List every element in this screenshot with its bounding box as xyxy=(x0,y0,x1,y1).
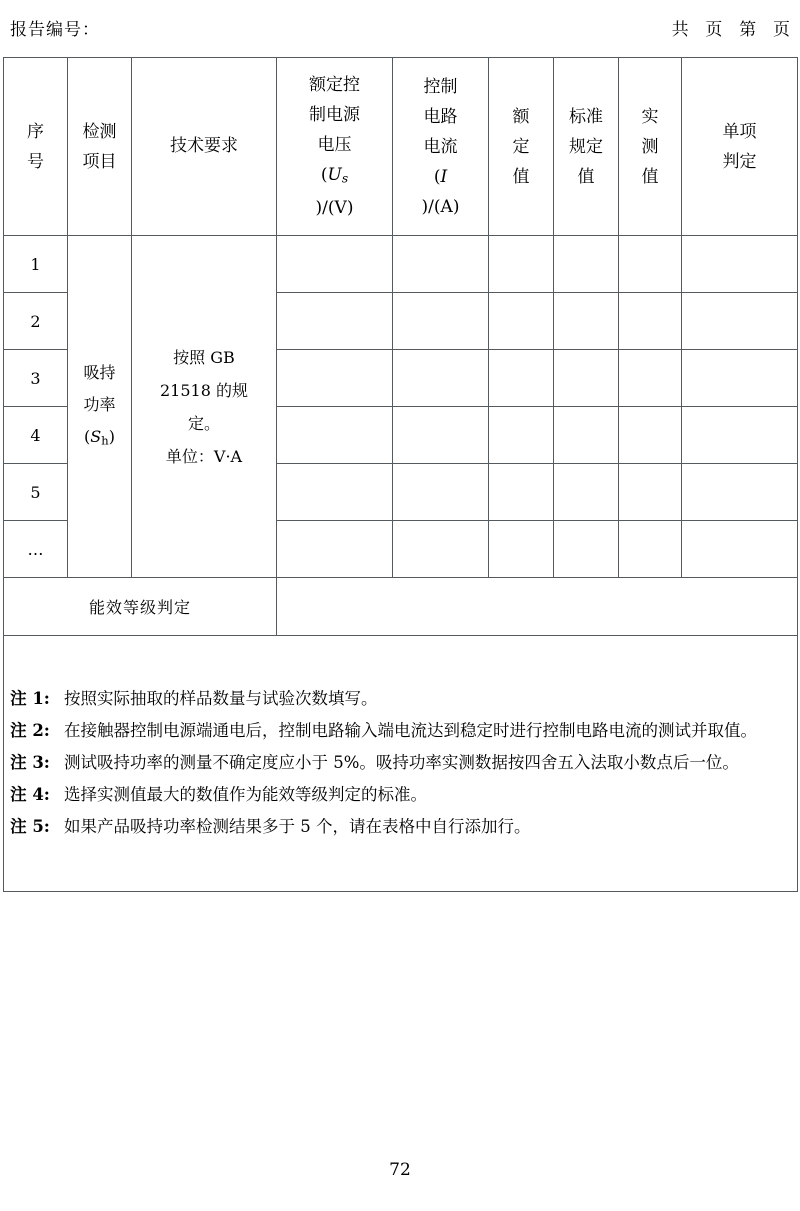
requirement-cell xyxy=(132,236,277,578)
cell-judgement-row-3[interactable] xyxy=(682,350,798,407)
cell-standard-value-row-5[interactable] xyxy=(554,464,619,521)
column-header-standard-value xyxy=(554,58,619,236)
test-item-line-1: 吸持 xyxy=(83,362,116,382)
test-report-table xyxy=(3,57,798,892)
row-index-5: 5 xyxy=(4,464,68,521)
column-header-item xyxy=(68,58,132,236)
note-4-label: 注 4: xyxy=(10,784,50,804)
cell-voltage-row-6[interactable] xyxy=(277,521,393,578)
note-3-text: 测试吸持功率的测量不确定度应小于 5%。吸持功率实测数据按四舍五入法取小数点后一位。 xyxy=(64,752,739,772)
cell-measured-value-row-1[interactable] xyxy=(619,236,682,293)
column-header-current-unit: (I )/(A) xyxy=(395,162,486,222)
note-5-label: 注 5: xyxy=(10,816,50,836)
cell-voltage-row-3[interactable] xyxy=(277,350,393,407)
voltage-unit-suffix: )/(V) xyxy=(315,198,354,219)
cell-judgement-row-2[interactable] xyxy=(682,293,798,350)
current-unit-suffix: )/(A) xyxy=(421,196,460,217)
cell-voltage-row-2[interactable] xyxy=(277,293,393,350)
note-1-label: 注 1: xyxy=(10,688,50,708)
voltage-symbol: U xyxy=(327,164,342,185)
column-header-rated-control-supply-voltage xyxy=(277,58,393,236)
cell-rated-value-row-3[interactable] xyxy=(489,350,554,407)
column-header-judgement-line-1: 单项 xyxy=(722,121,757,142)
column-header-requirement-label: 技术要求 xyxy=(170,136,238,156)
current-symbol: I xyxy=(440,166,448,187)
column-header-control-circuit-current xyxy=(393,58,489,236)
requirement-line-4: 单位：V·A xyxy=(165,446,243,466)
test-item-symbol-subscript: h xyxy=(101,433,109,448)
cell-rated-value-row-6[interactable] xyxy=(489,521,554,578)
column-header-standard-value-line-3: 值 xyxy=(577,166,595,187)
notes-row xyxy=(4,636,798,892)
cell-current-row-5[interactable] xyxy=(393,464,489,521)
cell-standard-value-row-6[interactable] xyxy=(554,521,619,578)
column-header-rated-value-line-2: 定 xyxy=(512,136,530,157)
column-header-requirement xyxy=(132,58,277,236)
column-header-index-line-1: 序 xyxy=(27,121,44,142)
column-header-single-judgement xyxy=(682,58,798,236)
column-header-current-line-3: 电流 xyxy=(423,136,458,157)
cell-judgement-row-5[interactable] xyxy=(682,464,798,521)
cell-voltage-row-4[interactable] xyxy=(277,407,393,464)
cell-voltage-row-5[interactable] xyxy=(277,464,393,521)
column-header-rated-value xyxy=(489,58,554,236)
cell-judgement-row-4[interactable] xyxy=(682,407,798,464)
cell-rated-value-row-2[interactable] xyxy=(489,293,554,350)
report-number-label: 报告编号： xyxy=(10,19,100,40)
note-item xyxy=(4,684,797,714)
cell-current-row-3[interactable] xyxy=(393,350,489,407)
cell-voltage-row-1[interactable] xyxy=(277,236,393,293)
column-header-item-line-1: 检测 xyxy=(82,121,117,142)
requirement-line-3: 定。 xyxy=(187,413,220,433)
row-index-ellipsis: … xyxy=(4,521,68,578)
pagination-label: 共 页 第 页 xyxy=(671,19,792,40)
page-number: 72 xyxy=(389,1160,411,1180)
column-header-voltage-line-3: 电压 xyxy=(317,134,352,155)
cell-measured-value-row-3[interactable] xyxy=(619,350,682,407)
cell-current-row-6[interactable] xyxy=(393,521,489,578)
cell-measured-value-row-6[interactable] xyxy=(619,521,682,578)
cell-rated-value-row-1[interactable] xyxy=(489,236,554,293)
column-header-voltage-line-2: 制电源 xyxy=(309,104,360,125)
cell-judgement-row-1[interactable] xyxy=(682,236,798,293)
column-header-current-line-2: 电路 xyxy=(423,106,458,127)
column-header-standard-value-line-1: 标准 xyxy=(569,106,603,127)
table-header-row xyxy=(4,58,798,236)
note-3-label: 注 3: xyxy=(10,752,50,772)
requirement-line-1: 按照 GB xyxy=(173,347,235,367)
note-item xyxy=(4,812,797,842)
column-header-rated-value-line-1: 额 xyxy=(512,106,530,127)
test-item-line-2: 功率 xyxy=(83,394,116,414)
column-header-current-line-1: 控制 xyxy=(423,76,458,97)
cell-standard-value-row-4[interactable] xyxy=(554,407,619,464)
note-item xyxy=(4,748,797,778)
column-header-item-line-2: 项目 xyxy=(82,151,117,172)
column-header-rated-value-line-3: 值 xyxy=(512,166,530,187)
note-2-text: 在接触器控制电源端通电后，控制电路输入端电流达到稳定时进行控制电路电流的测试并取值。 xyxy=(64,720,757,740)
note-5-text: 如果产品吸持功率检测结果多于 5 个，请在表格中自行添加行。 xyxy=(64,816,531,836)
cell-standard-value-row-2[interactable] xyxy=(554,293,619,350)
energy-grade-row xyxy=(4,578,798,636)
note-item xyxy=(4,716,797,746)
column-header-measured-value-line-3: 值 xyxy=(641,166,659,187)
column-header-measured-value-line-2: 测 xyxy=(641,136,659,157)
row-index-3: 3 xyxy=(4,350,68,407)
cell-judgement-row-6[interactable] xyxy=(682,521,798,578)
cell-rated-value-row-5[interactable] xyxy=(489,464,554,521)
cell-measured-value-row-5[interactable] xyxy=(619,464,682,521)
cell-standard-value-row-3[interactable] xyxy=(554,350,619,407)
energy-grade-label: 能效等级判定 xyxy=(4,578,277,636)
cell-current-row-2[interactable] xyxy=(393,293,489,350)
note-4-text: 选择实测值最大的数值作为能效等级判定的标准。 xyxy=(64,784,427,804)
test-item-cell xyxy=(68,236,132,578)
notes-cell xyxy=(4,636,798,892)
row-index-1: 1 xyxy=(4,236,68,293)
column-header-index-line-2: 号 xyxy=(27,151,44,172)
voltage-symbol-subscript: s xyxy=(341,171,349,186)
cell-rated-value-row-4[interactable] xyxy=(489,407,554,464)
cell-measured-value-row-2[interactable] xyxy=(619,293,682,350)
energy-grade-value[interactable] xyxy=(277,578,798,636)
note-1-text: 按照实际抽取的样品数量与试验次数填写。 xyxy=(64,688,378,708)
note-2-label: 注 2: xyxy=(10,720,50,740)
test-item-symbol-letter: S xyxy=(90,426,102,446)
cell-current-row-1[interactable] xyxy=(393,236,489,293)
page-header xyxy=(10,12,792,42)
cell-measured-value-row-4[interactable] xyxy=(619,407,682,464)
test-item-symbol: $(S_h)$ xyxy=(84,426,115,448)
note-item xyxy=(4,780,797,810)
column-header-voltage-line-1: 额定控 xyxy=(309,74,360,95)
column-header-voltage-unit: ($U_s$ )/(V) xyxy=(279,160,390,224)
column-header-standard-value-line-2: 规定 xyxy=(569,136,603,157)
table-row xyxy=(4,236,798,293)
column-header-measured-value-line-1: 实 xyxy=(641,106,659,127)
cell-standard-value-row-1[interactable] xyxy=(554,236,619,293)
requirement-line-2: 21518 的规 xyxy=(160,380,248,400)
row-index-2: 2 xyxy=(4,293,68,350)
column-header-judgement-line-2: 判定 xyxy=(722,151,757,172)
row-index-4: 4 xyxy=(4,407,68,464)
column-header-measured-value xyxy=(619,58,682,236)
column-header-index xyxy=(4,58,68,236)
cell-current-row-4[interactable] xyxy=(393,407,489,464)
